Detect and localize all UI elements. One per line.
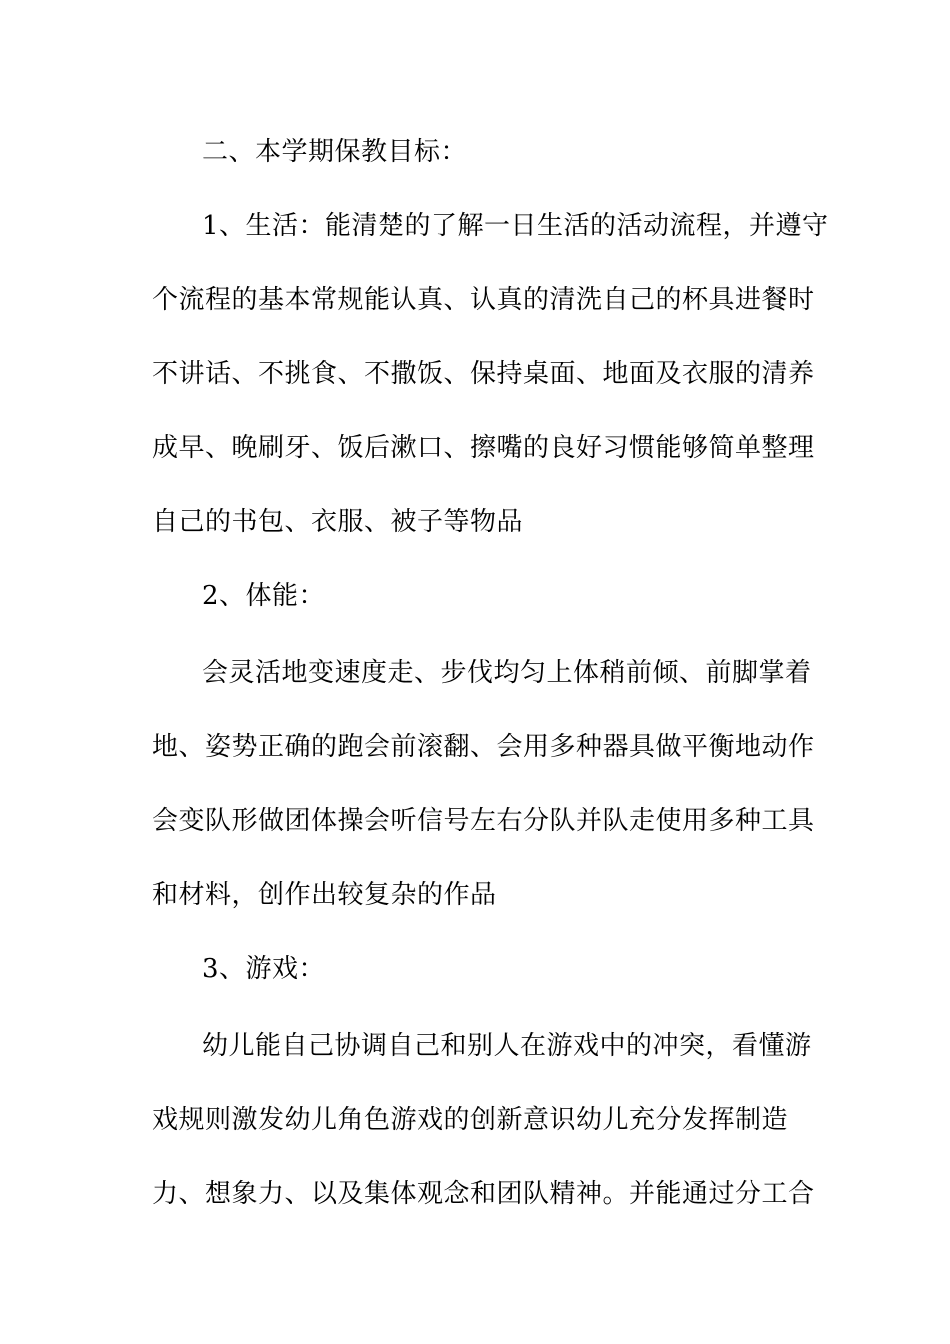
subsection-heading: 3、游戏：	[202, 954, 326, 984]
paragraph-line: 会灵活地变速度走、步伐均匀上体稍前倾、前脚掌着	[202, 658, 812, 688]
paragraph-line: 个流程的基本常规能认真、认真的清洗自己的杯具进餐时	[152, 285, 815, 315]
paragraph-line: 和材料，创作出较复杂的作品	[152, 880, 497, 910]
paragraph-line: 会变队形做团体操会听信号左右分队并队走使用多种工具	[152, 806, 815, 836]
subsection-heading: 2、体能：	[202, 581, 326, 611]
section-heading: 二、本学期保教目标：	[202, 137, 468, 167]
paragraph-line: 戏规则激发幼儿角色游戏的创新意识幼儿充分发挥制造	[152, 1105, 789, 1135]
paragraph-line: 1、生活：能清楚的了解一日生活的活动流程，并遵守	[202, 211, 829, 241]
paragraph-line: 力、想象力、以及集体观念和团队精神。并能通过分工合	[152, 1179, 815, 1209]
paragraph-line: 成早、晚刷牙、饭后漱口、擦嘴的良好习惯能够简单整理	[152, 433, 815, 463]
paragraph-line: 幼儿能自己协调自己和别人在游戏中的冲突，看懂游	[202, 1031, 812, 1061]
paragraph-line: 不讲话、不挑食、不撒饭、保持桌面、地面及衣服的清养	[152, 359, 815, 389]
paragraph-line: 地、姿势正确的跑会前滚翻、会用多种器具做平衡地动作	[152, 732, 815, 762]
paragraph-line: 自己的书包、衣服、被子等物品	[152, 507, 524, 537]
